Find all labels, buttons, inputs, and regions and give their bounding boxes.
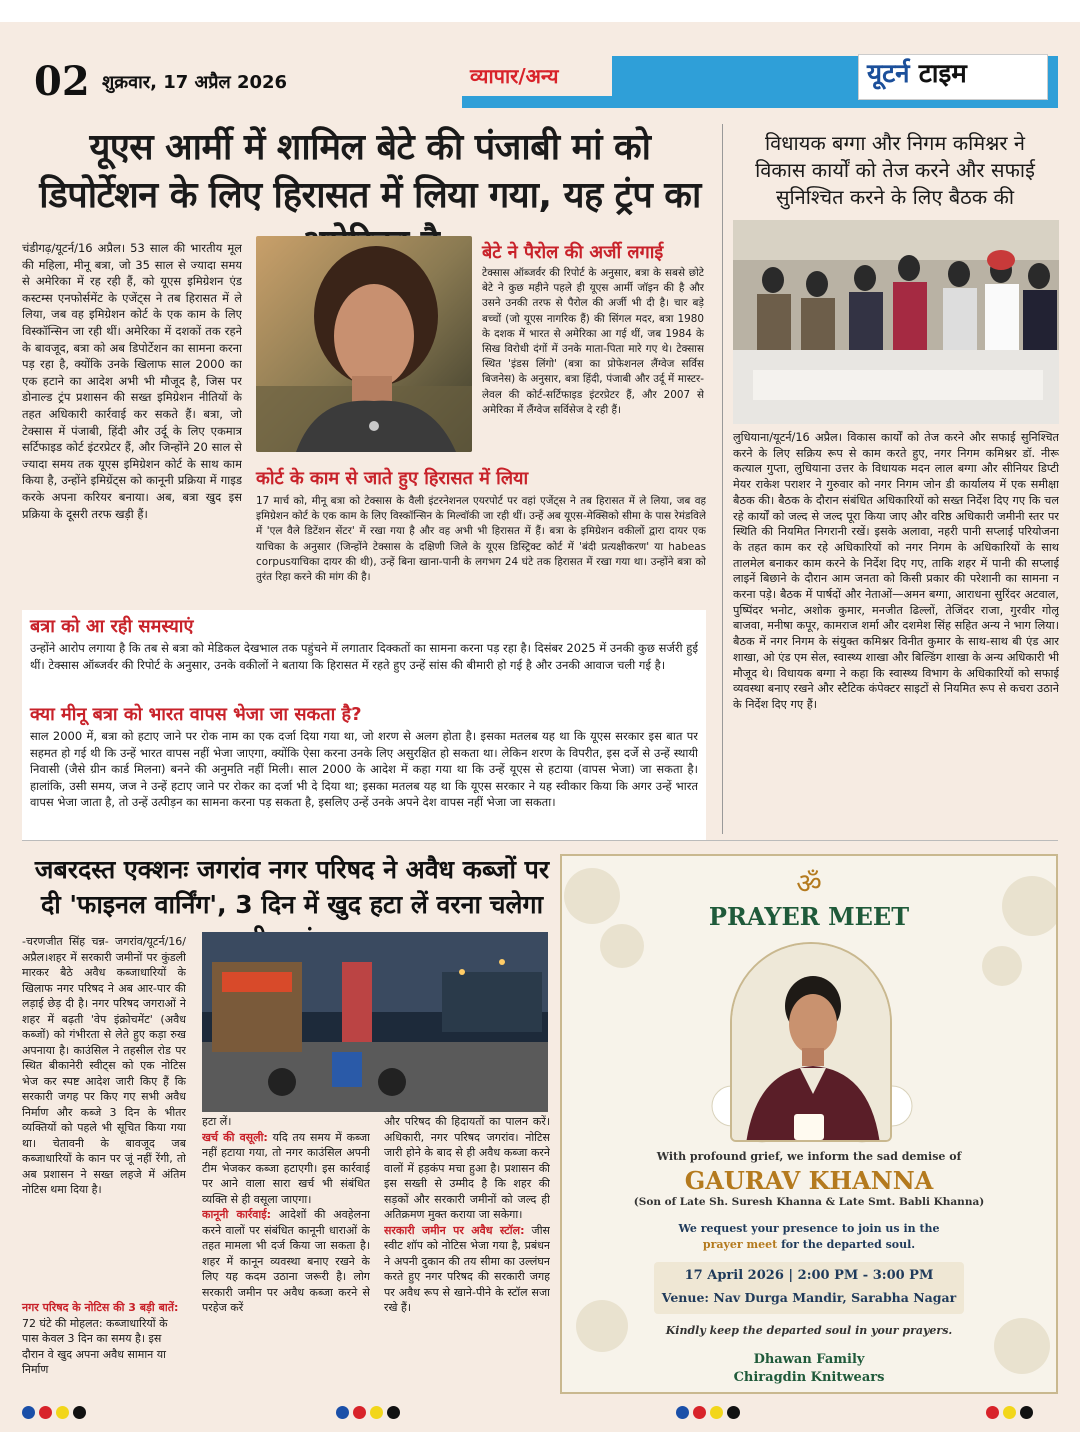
ad-closing: Kindly keep the departed soul in your prayers.: [665, 1324, 953, 1337]
registration-marks-1: [22, 1404, 90, 1418]
page-number: 02: [34, 58, 90, 105]
prayer-meet-ad: [560, 854, 1058, 1394]
subhead-problems: बत्रा को आ रही समस्याएं: [30, 616, 194, 637]
logo-main-text: यूटर्न: [867, 59, 910, 89]
screen-top-edge: [0, 0, 1080, 22]
right-headline: विधायक बग्गा और निगम कमिश्नर ने विकास कार्यों को तेज करने और सफाई सुनिश्चित करने के लिए बैठक की: [755, 131, 1035, 209]
ad-request-line2: [562, 1238, 1056, 1251]
right-story-text: लुधियाना/यूटर्न/16 अप्रैल। विकास कार्यों को तेज करने और सफाई सुनिश्चित करने के लिए सक्रिय रूप से काम करते हुए, नगर निगम कमिश्नर डॉ. नीरू कत्याल गुप्ता, लुधियाना उत्तर के विधायक मदन लाल बग्गा और सीनियर डिप्टी मेयर राकेश पराशर ने गुरुवार को नगर निगम जोन डी कार्यालय में एक समीक्षा बैठक की। बैठक के दौरान संबंधित अधिकारियों को सख्त निर्देश दिए गए कि चल रहे कार्यों को जल्द से जल्द पूरा किया जाए और वरिष्ठ अधिकारी जमीनी स्तर पर स्थिति की नियमित निगरानी रखें। इसके अलावा, नहरी पानी सप्लाई परियोजना के तहत काम कर रहे अधिकारियों को नगर निगम के अधिकारियों के साथ तालमेल बनाकर काम करने के निर्देश दिए गए, ताकि शहर में पानी की सप्लाई लाइनें बिछाने के दौरान आम जनता को किसी प्रकार की परेशानी का सामना न करना पड़े। बैठक में पार्षदों और नेताओं—अमन बग्गा, आराधना सुरिंदर अटवाल, पुष्पिंदर भनोट, अशोक कुमार, मनजीत ढिल्लों, तेजिंदर राजा, गुरवीर गोलू बाजवा, मनीषा कपूर, कामराज शर्मा और दशमेश सिंह सहित अन्य ने भाग लिया। बैठक में नगर निगम के संयुक्त कमिश्नर विनीत कुमार के साथ-साथ बी एंड आर शाखा, ओ एंड एम सेल, स्वास्थ्य शाखा और बिल्डिंग शाखा के अन्य अधिकारी भी मौजूद थे। विधायक बग्गा ने कहा कि स्वास्थ्य विभाग के अधिकारियों को सफाई व्यवस्था बनाए रखने और स्टैटिक कंपेक्टर साइटों से नियमित रूप से कचरा उठाने के निर्देश दिए गए हैं।: [733, 431, 1059, 711]
ad-request-line1: We request your presence to join us in the: [678, 1222, 940, 1235]
prayer-meet-highlight: prayer meet: [702, 1238, 778, 1251]
ad-family: Dhawan Family: [753, 1352, 865, 1367]
main-headline: यूएस आर्मी में शामिल बेटे की पंजाबी मां को डिपोर्टेशन के लिए हिरासत में लिया गया, यह ट्रंप का: [39, 127, 701, 216]
meeting-photo: [733, 220, 1059, 424]
candle-icon: [794, 1114, 824, 1140]
lower-headline: जबरदस्त एक्शनः जगरांव नगर परिषद ने अवैध कब्जों पर दी 'फाइनल वार्निंग', 3 दिन में खुद हटा लें वरना चलेगा: [34, 855, 550, 919]
return-india-text: साल 2000 में, बत्रा को हटाए जाने पर रोक नाम का एक दर्जा दिया गया था, जो शरण से अलग होता है। इसका मतलब यह था कि यूएस सरकार इस बात पर सहमत हो गई थी कि उन्हें भारत वापस नहीं भेजा जाएगा, क्योंकि ऐसा करना उनके लिए असुरक्षित हो सकता था। लेकिन शरण के विपरीत, इस दर्जे से उन्हें स्थायी निवासी (जैसे ग्रीन कार्ड मिलना) बनने की अनुमति नहीं मिली। साल 2000 के आदेश में कहा गया था कि उन्हें यूएस से हटाया (वापस भेजा) जा सकता है। हालांकि, उसी समय, जज ने उन्हें हटाए जाने पर रोकर का दर्जा भी दे दिया था; इसका मतलब यह था कि यूएस सरकार ने यह स्वीकार किया कि अगर उन्हें भारत वापस भेजा जाता है, तो उन्हें उत्पीड़न का सामना करना पड़ सकता है, इसलिए उन्हें उनके अपने देश वापस नहीं भेजा जा सकता।: [30, 729, 698, 810]
ad-company: Chiragdin Knitwears: [733, 1370, 885, 1385]
lower-col1-tail: [22, 1300, 186, 1378]
issue-date: शुक्रवार, 17 अप्रैल 2026: [102, 72, 288, 93]
deceased-parents: (Son of Late Sh. Suresh Khanna & Late Smt. Babli Khanna): [633, 1196, 985, 1208]
street-photo: [202, 932, 548, 1112]
newspaper-logo: [858, 54, 1048, 100]
notice-points-text: 72 घंटे की मोहलत: कब्जाधारियों के पास केवल 3 दिन का समय है। इस दौरान वे खुद अपना अवैध सामान या निर्माण: [22, 1316, 168, 1376]
col3-text1: और परिषद की हिदायतों का पालन करें। अधिकारी, नगर परिषद जगरांव। नोटिस जारी होने के बाद से ही अवैध कब्जा करने वालों में हड़कंप मचा हुआ है। प्रशासन की इस सख्ती से उम्मीद है कि शहर की सड़कों और सरकारी जमीनों को जल्द ही अतिक्रमण मुक्त कराया जा सकेगा।: [384, 1115, 550, 1221]
col2-head: हटा लें।: [202, 1115, 232, 1128]
section-label: व्यापार/अन्य: [470, 64, 559, 88]
notice-points-subhead: नगर परिषद के नोटिस की 3 बड़ी बातें:: [22, 1301, 179, 1314]
court-detention-text: 17 मार्च को, मीनू बत्रा को टेक्सास के वैली इंटरनेशनल एयरपोर्ट पर वहां एजेंट्स ने तब हिरासत में ले लिया, जब वह इमिग्रेशन कोर्ट के एक काम के लिए विस्कॉन्सिन के मिल्वॉकी जा रही थीं। उन्हें अब यूएस-मेक्सिको सीमा के पास रेमंडविले में 'एल वैले डिटेंशन सेंटर' में रखा गया है और वह अभी भी हिरासत में हैं। बत्रा के इमिग्रेशन वकीलों द्वारा दायर एक याचिका के अनुसार (जिन्होंने टेक्सास के दक्षिणी जिले के यूएस डिस्ट्रिक्ट कोर्ट में 'बंदी प्रत्यक्षीकरण' या habeas corpusयाचिका दायर की थी), उन्हें बिना खाना-पानी के लगभग 24 घंटे तक हिरासत में रखा गया था। उन्होंने बत्रा को तुरंत रिहा करने की मांग की है।: [256, 495, 706, 584]
event-venue: Venue: Nav Durga Mandir, Sarabha Nagar: [661, 1290, 957, 1305]
legal-subhead: कानूनी कार्रवाई:: [202, 1208, 272, 1221]
woman-portrait-photo: [256, 236, 472, 452]
parole-text: टेक्सास ऑब्जर्वर की रिपोर्ट के अनुसार, बत्रा के सबसे छोटे बेटे ने कुछ महीने पहले ही यूएस आर्मी जॉइन की है और उसने उनकी तरफ से पैरोल की अर्जी भी दी है। चार बड़े बच्चों (जो यूएस नागरिक हैं) की सिंगल मदर, बत्रा 1980 के दशक में भारत से अमेरिका आ गई थीं, जब 1984 के सिख विरोधी दंगों में उनके माता-पिता मारे गए थे। टेक्सास स्थित 'इंडस लिंगो' (बत्रा का प्रोफेशनल लैंग्वेज सर्विस बिजनेस) के अनुसार, बत्रा हिंदी, पंजाबी और उर्दू में मास्टर-लेवल की कोर्ट-सर्टिफाइड इंटरप्रेटर हैं, और 2007 से अमेरिका में लैंग्वेज सर्विसेज दे रही हैं।: [482, 267, 704, 416]
ad-intro: With profound grief, we inform the sad demise of: [656, 1150, 962, 1163]
event-datetime: 17 April 2026 | 2:00 PM - 3:00 PM: [684, 1268, 934, 1283]
column-divider: [722, 124, 723, 834]
deceased-portrait: [730, 942, 892, 1142]
registration-marks-2: [336, 1404, 404, 1418]
recovery-text: यदि तय समय में कब्जा नहीं हटाया गया, तो नगर काउंसिल अपनी टीम भेजकर कब्जा हटाएगी। इस कार्रवाई पर आने वाला सारा खर्च भी संबंधित व्यक्ति से ही वसूला जाएगा।: [202, 1130, 370, 1206]
registration-marks-4: [986, 1404, 1037, 1418]
subhead-parole: बेटे ने पैरोल की अर्जी लगाई: [482, 242, 664, 263]
lower-col1: -चरणजीत सिंह चन्न- जगरांव/यूटर्न/16/अप्रैल।शहर में सरकारी जमीनों पर कुंडली मारकर बैठे अवैध कब्जाधारियों के खिलाफ नगर परिषद ने अब आर-पार की लड़ाई छेड़ दी है। नगर परिषद जगराओं ने शहर में बढ़ती 'वेप इंक्रोचमेंट' (अवैध कब्जों) को गंभीरता से लेते हुए कड़ा रुख अपनाया है। काउंसिल ने तहसील रोड पर स्थित बीकानेरी स्वीट्स को एक नोटिस भेज कर स्पष्ट आदेश जारी किए हैं कि सरकारी जगह पर किए गए सभी अवैध निर्माण और कब्जे 3 दिन के भीतर व्यक्तियों को पहले भी सूचित किया गया था। चेतावनी के बावजूद जब कब्जाधारियों के कान पर जूं नहीं रेंगी, तो अब प्रशासन ने सख्त लहजे में अंतिम नोटिस थमा दिया है।: [22, 935, 186, 1196]
recovery-subhead: खर्च की वसूली:: [202, 1130, 268, 1144]
ad-title: PRAYER MEET: [708, 902, 910, 931]
subhead-court-detention: कोर्ट के काम से जाते हुए हिरासत में लिया: [256, 468, 529, 489]
problems-text: उन्होंने आरोप लगाया है कि तब से बत्रा को मेडिकल देखभाल तक पहुंचने में लगातार दिक्कतों का सामना करना पड़ रहा है। दिसंबर 2025 में उनकी कुछ सर्जरी हुई थीं। टेक्सास ऑब्जर्वर की रिपोर्ट के अनुसार, उनके वकीलों ने बताया कि हिरासत में रहते हुए उन्हें सांस की बीमारी हो गई है और उनकी आवाज चली गई है।: [30, 641, 698, 672]
subhead-return-india: क्या मीनू बत्रा को भारत वापस भेजा जा सकता है?: [30, 704, 362, 725]
ad-request-tail: for the departed soul.: [781, 1238, 916, 1251]
registration-marks-3: [676, 1404, 744, 1418]
horizontal-divider: [22, 840, 1058, 841]
deceased-name: GAURAV KHANNA: [684, 1166, 934, 1195]
lower-col2: [202, 1114, 370, 1386]
stall-text: जीस स्वीट शॉप को नोटिस भेजा गया है, प्रबंधन ने अपनी दुकान की तय सीमा का उल्लंघन करते हुए नगर परिषद की सरकारी जगह पर अवैध रूप से खाने-पीने के स्टॉल सजा रखे हैं।: [384, 1223, 550, 1314]
om-symbol-icon: ॐ: [796, 867, 822, 900]
legal-text: आदेशों की अवहेलना करने वालों पर संबंधित कानूनी धाराओं के तहत मामला भी दर्ज किया जा सकता है। शहर में कानून व्यवस्था बनाए रखने के लिए यह कदम उठाना जरूरी है। लोग सरकारी जमीन पर अवैध कब्जा करने से परहेज करें: [202, 1208, 370, 1314]
lower-col3: [384, 1114, 550, 1386]
main-story-col1: चंडीगढ़/यूटर्न/16 अप्रैल। 53 साल की भारतीय मूल की महिला, मीनू बत्रा, जो 35 साल से ज्यादा समय से अमेरिका में रह रही हैं, को यूएस इमिग्रेशन एंड कस्टम्स एनफोर्समेंट के एजेंट्स ने तब हिरासत में ले लिया, जब वह इमिग्रेशन कोर्ट के एक काम के लिए विस्कॉन्सिन जा रही थीं। अमेरिका में दशकों तक रहने के बावजूद, बत्रा को अब डिपोर्टेशन का सामना करना पड़ रहा है, क्योंकि उनके खिलाफ साल 2000 का एक हटाने का आदेश अभी भी मौजूद है, जिस पर डोनाल्ड ट्रंप प्रशासन की सख्त इमिग्रेशन नीतियों के तहत अधिकारी कार्रवाई कर सकते हैं। बत्रा, जो टेक्सास में पंजाबी, हिंदी और उर्दू के लिए एकमात्र सर्टिफाइड कोर्ट इंटरप्रेटर हैं, और जिन्होंने 20 साल से ज्यादा समय तक यूएस इमिग्रेशन कोर्ट के साथ काम किया है, उन्होंने इमिग्रेंट्स को कानूनी प्रक्रिया में गाइड करके अपना करियर बनाया। अब, बत्रा खुद इस प्रक्रिया के दूसरी तरफ खड़ी हैं।: [22, 241, 242, 521]
stall-subhead: सरकारी जमीन पर अवैध स्टॉल:: [384, 1223, 525, 1237]
logo-accent-text: टाइम: [918, 59, 967, 89]
